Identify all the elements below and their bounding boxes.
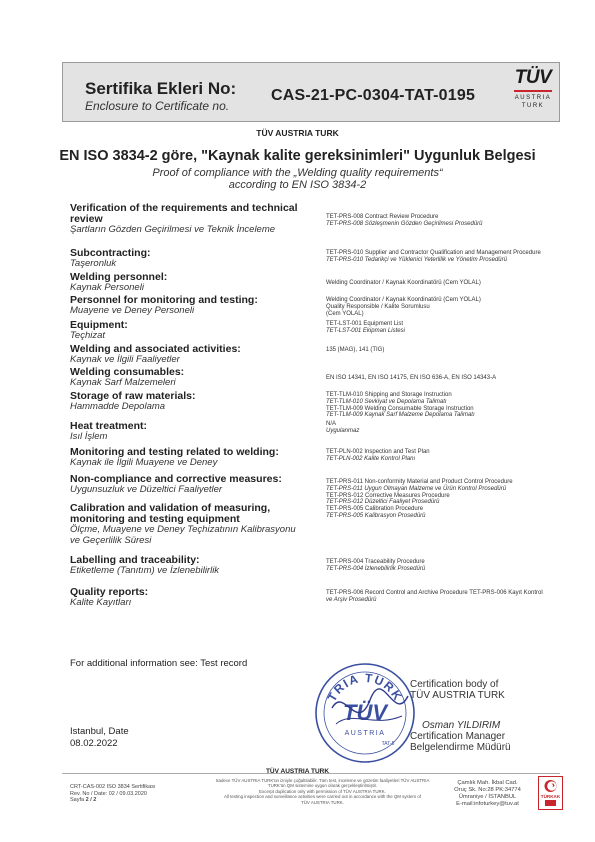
row-label [70, 203, 300, 236]
row-value-line: TET-PLN-002 Kalite Kontrol Planı [326, 455, 416, 462]
document-title: EN ISO 3834-2 göre, "Kaynak kalite gereksinimleri" Uygunluk Belgesi [59, 148, 536, 164]
certification-body-line-1: Certification body of [410, 679, 499, 690]
row-value-line: ve Arşiv Prosedürü [326, 596, 377, 603]
footer-notice-line: TÜV AUSTRIA TURK. [301, 799, 344, 805]
row-label [70, 344, 300, 366]
row-value-line: TET-LST-001 Equipment List [326, 321, 404, 327]
row-value-line: TET-TLM-009 Kaynak Sarf Malzeme Depolama Talimatı [326, 412, 475, 419]
row-value-line: TET-PRS-004 İzlenebilirlik Prosedürü [326, 565, 426, 572]
stamp-bottom-text: AUSTRIA [344, 730, 386, 737]
row-value-line: TET-PRS-004 Traceability Procedure [326, 559, 425, 565]
tuv-austria-logo [508, 67, 558, 117]
row-label [70, 474, 300, 496]
row-label [70, 421, 300, 443]
row-value [326, 375, 581, 382]
stamp-top-text: TRIA TURK [324, 670, 406, 704]
row-value-line: 135 (MAG), 141 (TIG) [326, 347, 385, 353]
row-value-line: TET-PRS-010 Supplier and Contractor Qualification and Management Procedure [326, 250, 541, 256]
signatory-name: Osman YILDIRIM [422, 720, 501, 731]
row-value [326, 590, 581, 604]
row-value [326, 392, 581, 419]
row-label-en: Personnel for monitoring and testing: [70, 294, 258, 306]
row-value-line: TET-LST-001 Ekipman Listesi [326, 327, 405, 334]
row-label-tr: Uygunsuzluk ve Düzeltici Faaliyetler [70, 484, 223, 495]
stamp-code: TAT-5 [381, 741, 395, 747]
certificate-number: CAS-21-PC-0304-TAT-0195 [271, 87, 476, 104]
footer-page [70, 797, 156, 804]
row-value-line: Welding Coordinator / Kaynak Koordinatörü (Cem YOLAL) [326, 297, 481, 303]
row-label-en: Subcontracting: [70, 247, 151, 259]
footer-address-line: Ümraniye / İSTANBUL [458, 794, 517, 800]
row-label-en: Calibration and validation of measuring, monitoring and testing equipment [70, 502, 271, 525]
row-value [326, 347, 581, 354]
row-label [70, 320, 300, 342]
footer-address-line: Çamlık Mah. İkbal Cad. [457, 780, 518, 786]
footer-doc-code: CRT-CAS-002 ISO 3834 Sertifikası [70, 784, 156, 790]
row-value-line: EN ISO 14341, EN ISO 14175, EN ISO 636-A, EN ISO 14343-A [326, 375, 497, 381]
row-label-tr: Taşeronluk [70, 258, 117, 269]
signatory-role-en: Certification Manager [410, 731, 506, 742]
tuv-stamp [312, 660, 418, 766]
row-value-line: Uygulanmaz [326, 427, 360, 434]
row-value-line: TET-PLN-002 Inspection and Test Plan [326, 449, 430, 455]
row-label-en: Verification of the requirements and technical review [70, 202, 298, 225]
row-value [326, 321, 581, 335]
subtitle-line-2: according to EN ISO 3834-2 [228, 179, 367, 191]
footer-revision: Rev. No / Date: 02 / 09.03.2020 [70, 790, 147, 797]
row-label [70, 587, 300, 609]
logo-word-text: TÜV [514, 67, 552, 88]
row-value [326, 479, 581, 520]
subtitle-line-1: Proof of compliance with the „Welding quality requirements“ [152, 167, 443, 179]
row-label-en: Equipment: [70, 319, 128, 331]
footer-notice-line: Sadece TÜV AUSTRIA TURK'ün izniyle çoğaltılabilir. Tüm test, inceleme ve gözetim faaliyetleri TÜV AUSTRIA [215, 778, 430, 783]
footer-notice-line: All testing inspection and surveillance activities were carried out in accordance with the QM system of [224, 794, 421, 800]
row-label-en: Heat treatment: [70, 420, 148, 432]
row-value [326, 449, 581, 463]
row-label-en: Storage of raw materials: [70, 390, 196, 402]
row-label [70, 367, 300, 389]
header-box [62, 62, 560, 122]
enclosure-title: Sertifika Ekleri No: [85, 79, 237, 98]
row-label [70, 503, 300, 546]
row-value-line: TET-PRS-008 Sözleşmenin Gözden Geçirilmesi Prosedürü [326, 220, 483, 227]
logo-word [508, 67, 558, 89]
row-value-line: TET-PRS-010 Tedarikçi ve Yüklenici Yeterlilik ve Yönetim Prosedürü [326, 256, 507, 263]
logo-red-bar [514, 90, 552, 92]
row-value-line: TET-PRS-012 Corrective Measures Procedure [326, 492, 450, 499]
row-label [70, 555, 300, 577]
issue-date: 08.02.2022 [70, 738, 118, 749]
row-label [70, 391, 300, 413]
row-label-tr: Hammadde Depolama [70, 401, 166, 412]
row-label-tr: Şartların Gözden Geçirilmesi ve Teknik İnceleme [70, 224, 276, 235]
footer-notice-line: Excerpt duplication only with permission of TÜV AUSTRIA TURK. [259, 788, 386, 794]
row-value-line: Welding Coordinator / Kaynak Koordinatörü (Cem YOLAL) [326, 280, 481, 286]
row-label-en: Welding personnel: [70, 271, 168, 283]
footer-notice [205, 778, 440, 805]
stamp-word: TÜV [343, 700, 387, 725]
row-value-line: TET-TLM-010 Shipping and Storage Instruction [326, 392, 452, 398]
row-value-line: N/A [326, 421, 337, 427]
row-value-line: TET-PRS-005 Kalibrasyon Prosedürü [326, 512, 426, 519]
signatory-role-tr: Belgelendirme Müdürü [410, 742, 511, 753]
turkak-icon [539, 777, 562, 809]
row-value-line: TET-PRS-005 Calibration Procedure [326, 506, 424, 513]
logo-turk: TURK [521, 103, 545, 109]
row-value [326, 297, 581, 317]
row-label-en: Quality reports: [70, 586, 149, 598]
enclosure-subtitle: Enclosure to Certificate no. [85, 99, 230, 113]
place-date-label: Istanbul, Date [70, 726, 129, 737]
row-label-tr: Isıl İşlem [70, 431, 108, 442]
footer-org: TÜV AUSTRIA TURK [265, 768, 330, 775]
row-label-en: Welding and associated activities: [70, 343, 241, 355]
row-value-line: TET-PRS-011 Non-conformity Material and Product Control Procedure [326, 479, 513, 485]
row-value [326, 280, 581, 287]
row-value-line: TET-PRS-008 Contract Review Procedure [326, 214, 439, 220]
row-value [326, 214, 581, 228]
row-value [326, 559, 581, 573]
issuer-name: TÜV AUSTRIA TURK [256, 128, 339, 138]
row-label-en: Non-compliance and corrective measures: [70, 473, 282, 485]
footer-address-line: E-mail:infoturkey@tuv.at [456, 801, 519, 807]
row-label-tr: Kaynak Personeli [70, 282, 144, 293]
row-label-tr: Kalite Kayıtları [70, 597, 132, 608]
row-value-line: TET-TLM-010 Sevkiyat ve Depolama Talimatı [326, 398, 447, 405]
additional-info: For additional information see: Test record [70, 658, 248, 669]
row-label-en: Welding consumables: [70, 366, 185, 378]
footer-notice-line: TURK'ün QM sistemine uygun olarak gerçekleştirilmiştir. [267, 783, 378, 789]
row-label-tr: Ölçme, Muayene ve Deney Teçhizatının Kalibrasyonu ve Geçerlilik Süresi [70, 524, 296, 546]
row-label-en: Labelling and traceability: [70, 554, 200, 566]
row-label [70, 295, 300, 317]
certification-body-line-2: TÜV AUSTRIA TURK [410, 690, 505, 701]
document-subtitle [0, 167, 595, 191]
row-label [70, 248, 300, 270]
turkak-accreditation-badge [538, 776, 563, 810]
row-value [326, 250, 581, 264]
footer-address [440, 780, 535, 808]
row-value [326, 421, 581, 435]
footer-doc-info [70, 784, 156, 804]
row-label-tr: Kaynak ve İlgili Faaliyetler [70, 354, 180, 365]
row-value-line: TET-PRS-012 Düzeltici Faaliyet Prosedürü [326, 499, 440, 506]
row-value-line: TET-PRS-006 Record Control and Archive Procedure TET-PRS-006 Kayıt Kontrol [326, 590, 543, 596]
row-label [70, 447, 300, 469]
footer-address-line: Oruç Sk. No:28 PK:34774 [454, 787, 521, 793]
row-label-tr: Muayene ve Deney Personeli [70, 305, 195, 316]
turkak-label: TÜRKAK [540, 794, 561, 799]
footer-page-label: Sayfa [70, 797, 85, 803]
row-label-en: Monitoring and testing related to welding: [70, 446, 279, 458]
footer-page-value: 2 / 2 [85, 797, 97, 803]
row-value-line: (Cem YOLAL) [326, 310, 364, 317]
logo-austria: AUSTRIA [514, 95, 552, 101]
row-label-tr: Kaynak ile İlgili Muayene ve Deney [70, 457, 218, 468]
row-label-tr: Kaynak Sarf Malzemeleri [70, 377, 176, 388]
row-value-line: TET-PRS-011 Uygun Olmayan Malzeme ve Ürün Kontrol Prosedürü [326, 485, 507, 492]
row-label [70, 272, 300, 294]
row-value-line: Quality Responsible / Kalite Sorumlusu [326, 303, 430, 310]
row-label-tr: Etiketleme (Tanıtım) ve İzlenebilirlik [70, 565, 220, 576]
row-value-line: TET-TLM-009 Welding Consumable Storage Instruction [326, 405, 474, 412]
row-label-tr: Teçhizat [70, 330, 106, 341]
